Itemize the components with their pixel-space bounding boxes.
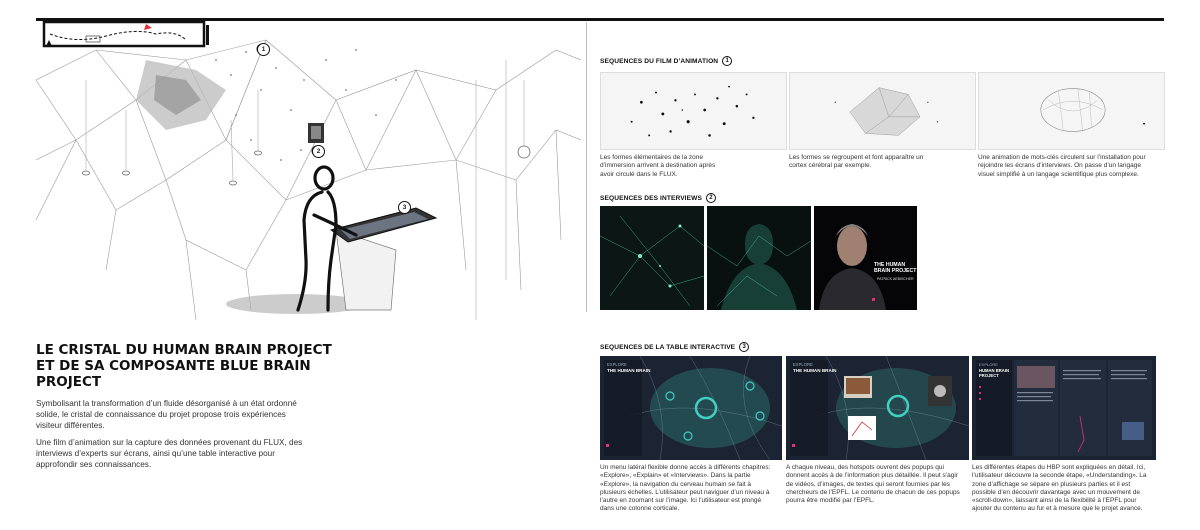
interview-frame-3	[814, 206, 917, 310]
brain-wireframe-image	[979, 73, 1164, 149]
interview-frame-1	[600, 206, 704, 310]
crystal-sketch	[36, 20, 581, 338]
table-caption-3: Les différentes étapes du HBP sont expliquées en détail. Ici, l’utilisateur découvre la seconde étape, «Understanding». La zone d’affichage se sépare en plusieurs parties et il est possible d’en découvrir davantage avec un mouvement de «scroll-down», laissant ainsi de la flexibilité à l’EPFL pour ajouter du contenu au fur et à mesure que le projet avance.	[972, 464, 1147, 513]
page-title: LE CRISTAL DU HUMAN BRAIN PROJECT ET DE SA COMPOSANTE BLUE BRAIN PROJECT	[36, 342, 332, 390]
section-number-1-icon: 1	[722, 56, 732, 66]
installation-illustration	[36, 20, 581, 338]
description-paragraph: Une film d’animation sur la capture des données provenant du FLUX, des interviews d’experts sur écrans, ainsi qu’une table interactive pour approfondir ses connaissances.	[36, 438, 303, 469]
interview-overlay-line2: BRAIN PROJECT	[874, 268, 917, 274]
table-2-title: THE HUMAN BRAIN	[793, 368, 837, 373]
section-animation-title: SEQUENCES DU FILM D’ANIMATION	[600, 57, 719, 65]
interview-speaker-name: PATRICK AEBISCHER	[877, 277, 914, 281]
animation-frame-1	[600, 72, 787, 150]
animation-caption-3: Une animation de mots-clés circulent sur l’installation pour rejoindre les écrans d’interviews. On passe d’un langage visuel simplifié à un langage scientifique plus complexe.	[978, 154, 1146, 178]
table-1-title: THE HUMAN BRAIN	[607, 368, 651, 373]
section-number-3-icon: 3	[739, 342, 749, 352]
animation-caption-2: Les formes se regroupent et font apparaître un cortex cérébral par exemple.	[789, 154, 924, 170]
table-3-title-line2: PROJECT	[979, 373, 999, 378]
neural-network-image	[600, 206, 704, 310]
table-3-overline: EXPLORE	[979, 362, 998, 367]
marker-2-icon: 2	[312, 145, 325, 158]
marker-3-icon: 3	[398, 201, 411, 214]
table-screen-1	[600, 356, 782, 460]
animation-frame-2	[789, 72, 976, 150]
section-interviews-title: SEQUENCES DES INTERVIEWS	[600, 194, 702, 202]
marker-1-icon: 1	[257, 43, 270, 56]
section-table-title: SEQUENCES DE LA TABLE INTERACTIVE	[600, 343, 736, 351]
section-interviews-heading	[600, 193, 716, 203]
table-screen-3	[972, 356, 1156, 460]
table-caption-1: Un menu latéral flexible donne accès à différents chapitres: «Explore», «Explain» et «Interviews». Dans la partie «Explore», la navigation du cerveau humain se fait à plusieurs échelles. L’utilisateur peut naviguer d’un niveau à l’autre en zoomant sur l’image. Ici l’utilisateur est plongé dans une colonne corticale.	[600, 464, 771, 513]
table-1-overline: EXPLORE	[607, 362, 627, 367]
intro-paragraph: Symbolisant la transformation d’un fluide désorganisé à un état ordonné solide, le cristal de connaissance du projet propose trois expériences visiteur différentes.	[36, 399, 297, 430]
particles-image	[601, 73, 786, 149]
table-3-title-line1: HUMAN BRAIN	[979, 368, 1010, 373]
section-animation-heading	[600, 56, 732, 66]
table-screen-2	[786, 356, 969, 460]
animation-frame-3	[978, 72, 1165, 150]
column-divider	[586, 22, 587, 312]
interview-overlay-line1: THE HUMAN	[874, 262, 906, 268]
silhouette-network-image	[707, 206, 811, 310]
interview-frame-2	[707, 206, 811, 310]
table-caption-2: A chaque niveau, des hotspots ouvrent des popups qui donnent accès à de l’information plus détaillée. Il peut s’agir de vidéos, d’images, de textes qui seront fournies par les chercheurs de l’EPFL. Le contenu de chacun de ces popups pourra être modifié par l’EPFL.	[786, 464, 960, 505]
speaker-portrait-image	[814, 206, 917, 310]
animation-caption-1: Les formes élémentaires de la zone d’immersion arrivent à destination après avoir circulé dans le FLUX.	[600, 154, 716, 178]
table-2-overline: EXPLORE	[793, 362, 813, 367]
cortex-forming-image	[790, 73, 975, 149]
section-number-2-icon: 2	[706, 193, 716, 203]
section-table-heading	[600, 342, 749, 352]
